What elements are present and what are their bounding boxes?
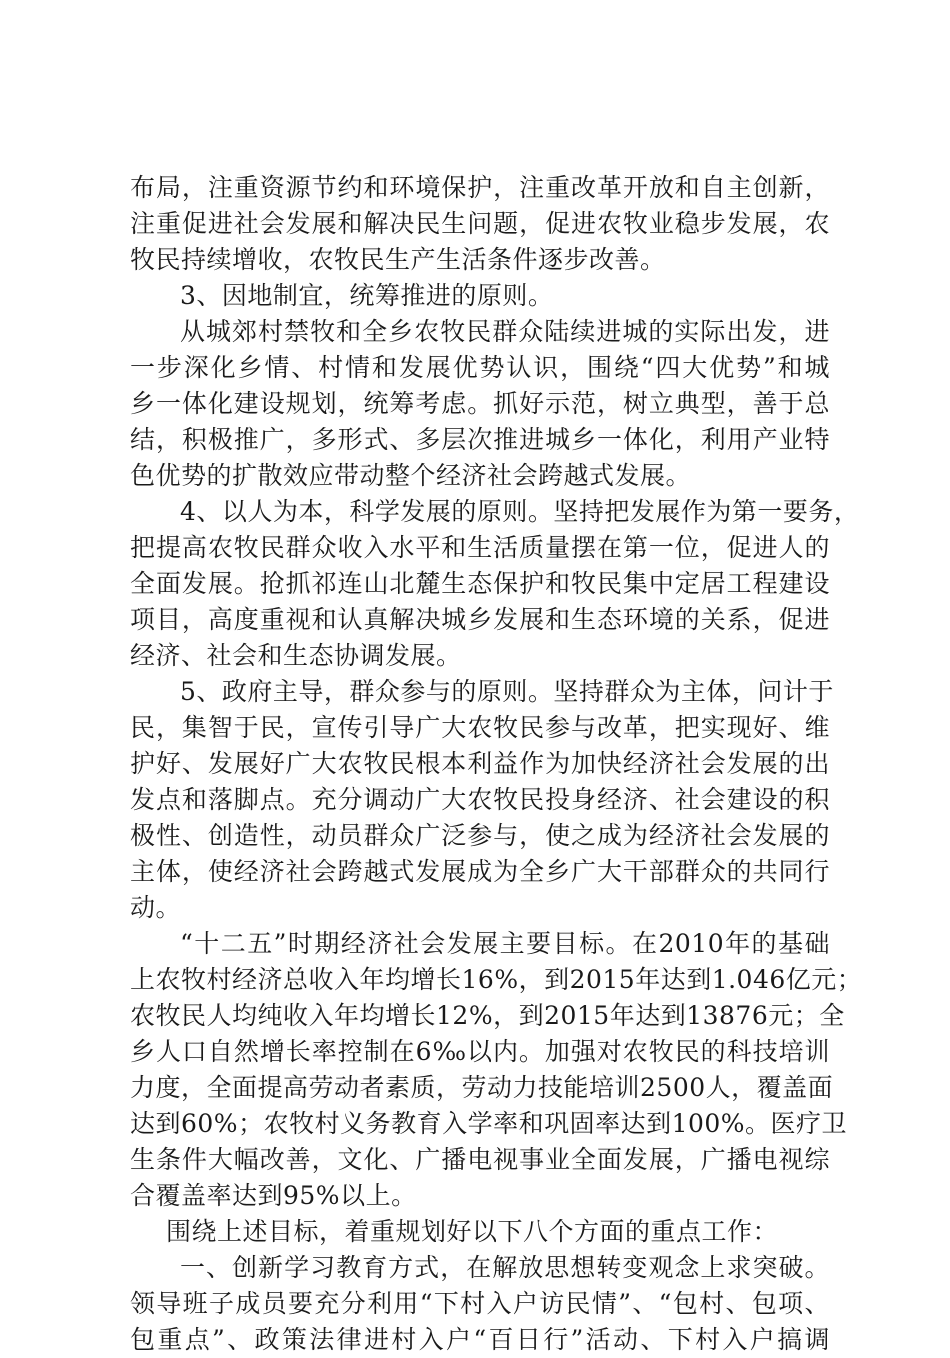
text-line-32: 领导班子成员要充分利用“下村入户访民情”、“包村、包项、 xyxy=(130,1289,830,1318)
text-line-31: 一、创新学习教育方式，在解放思想转变观念上求突破。 xyxy=(180,1253,830,1282)
text-line-22: “十二五”时期经济社会发展主要目标。在2010年的基础 xyxy=(180,929,830,958)
text-line-21: 动。 xyxy=(130,893,182,922)
text-line-3: 牧民持续增收，农牧民生产生活条件逐步改善。 xyxy=(130,245,666,274)
text-line-7: 乡一体化建设规划，统筹考虑。抓好示范，树立典型，善于总 xyxy=(130,389,830,418)
text-line-16: 民，集智于民，宣传引导广大农牧民参与改革，把实现好、维 xyxy=(130,713,830,742)
text-line-12: 全面发展。抢抓祁连山北麓生态保护和牧民集中定居工程建设 xyxy=(130,569,830,598)
text-line-15: 5、政府主导，群众参与的原则。坚持群众为主体，问计于 xyxy=(180,677,834,706)
text-line-10: 4、以人为本，科学发展的原则。坚持把发展作为第一要务， xyxy=(180,497,860,526)
text-line-20: 主体，使经济社会跨越式发展成为全乡广大干部群众的共同行 xyxy=(130,857,830,886)
text-line-2: 注重促进社会发展和解决民生问题，促进农牧业稳步发展，农 xyxy=(130,209,830,238)
text-line-25: 乡人口自然增长率控制在6‰以内。加强对农牧民的科技培训 xyxy=(130,1037,830,1066)
text-line-13: 项目，高度重视和认真解决城乡发展和生态环境的关系，促进 xyxy=(130,605,830,634)
text-line-27: 达到60%；农牧村义务教育入学率和巩固率达到100%。医疗卫 xyxy=(130,1109,848,1138)
text-line-26: 力度，全面提高劳动者素质，劳动力技能培训2500人，覆盖面 xyxy=(130,1073,834,1102)
body-text xyxy=(130,170,863,1358)
text-line-24: 农牧民人均纯收入年均增长12%，到2015年达到13876元；全 xyxy=(130,1001,845,1030)
text-line-18: 发点和落脚点。充分调动广大农牧民投身经济、社会建设的积 xyxy=(130,785,830,814)
text-line-33: 包重点”、政策法律进村入户“百日行”活动、下村入户搞调 xyxy=(130,1325,830,1354)
text-line-1: 布局，注重资源节约和环境保护，注重改革开放和自主创新， xyxy=(130,173,830,202)
text-line-6: 一步深化乡情、村情和发展优势认识，围绕“四大优势”和城 xyxy=(130,353,830,382)
text-line-8: 结，积极推广，多形式、多层次推进城乡一体化，利用产业特 xyxy=(130,425,830,454)
text-line-11: 把提高农牧民群众收入水平和生活质量摆在第一位，促进人的 xyxy=(130,533,830,562)
text-line-17: 护好、发展好广大农牧民根本利益作为加快经济社会发展的出 xyxy=(130,749,830,778)
text-line-23: 上农牧村经济总收入年均增长16%，到2015年达到1.046亿元； xyxy=(130,965,863,994)
text-line-4: 3、因地制宜，统筹推进的原则。 xyxy=(180,281,554,310)
text-line-19: 极性、创造性，动员群众广泛参与，使之成为经济社会发展的 xyxy=(130,821,830,850)
text-line-30: 围绕上述目标，着重规划好以下八个方面的重点工作： xyxy=(166,1217,779,1246)
text-line-5: 从城郊村禁牧和全乡农牧民群众陆续进城的实际出发，进 xyxy=(180,317,830,346)
text-line-14: 经济、社会和生态协调发展。 xyxy=(130,641,462,670)
text-line-28: 生条件大幅改善，文化、广播电视事业全面发展，广播电视综 xyxy=(130,1145,830,1174)
text-line-29: 合覆盖率达到95%以上。 xyxy=(130,1181,417,1210)
text-line-9: 色优势的扩散效应带动整个经济社会跨越式发展。 xyxy=(130,461,692,490)
